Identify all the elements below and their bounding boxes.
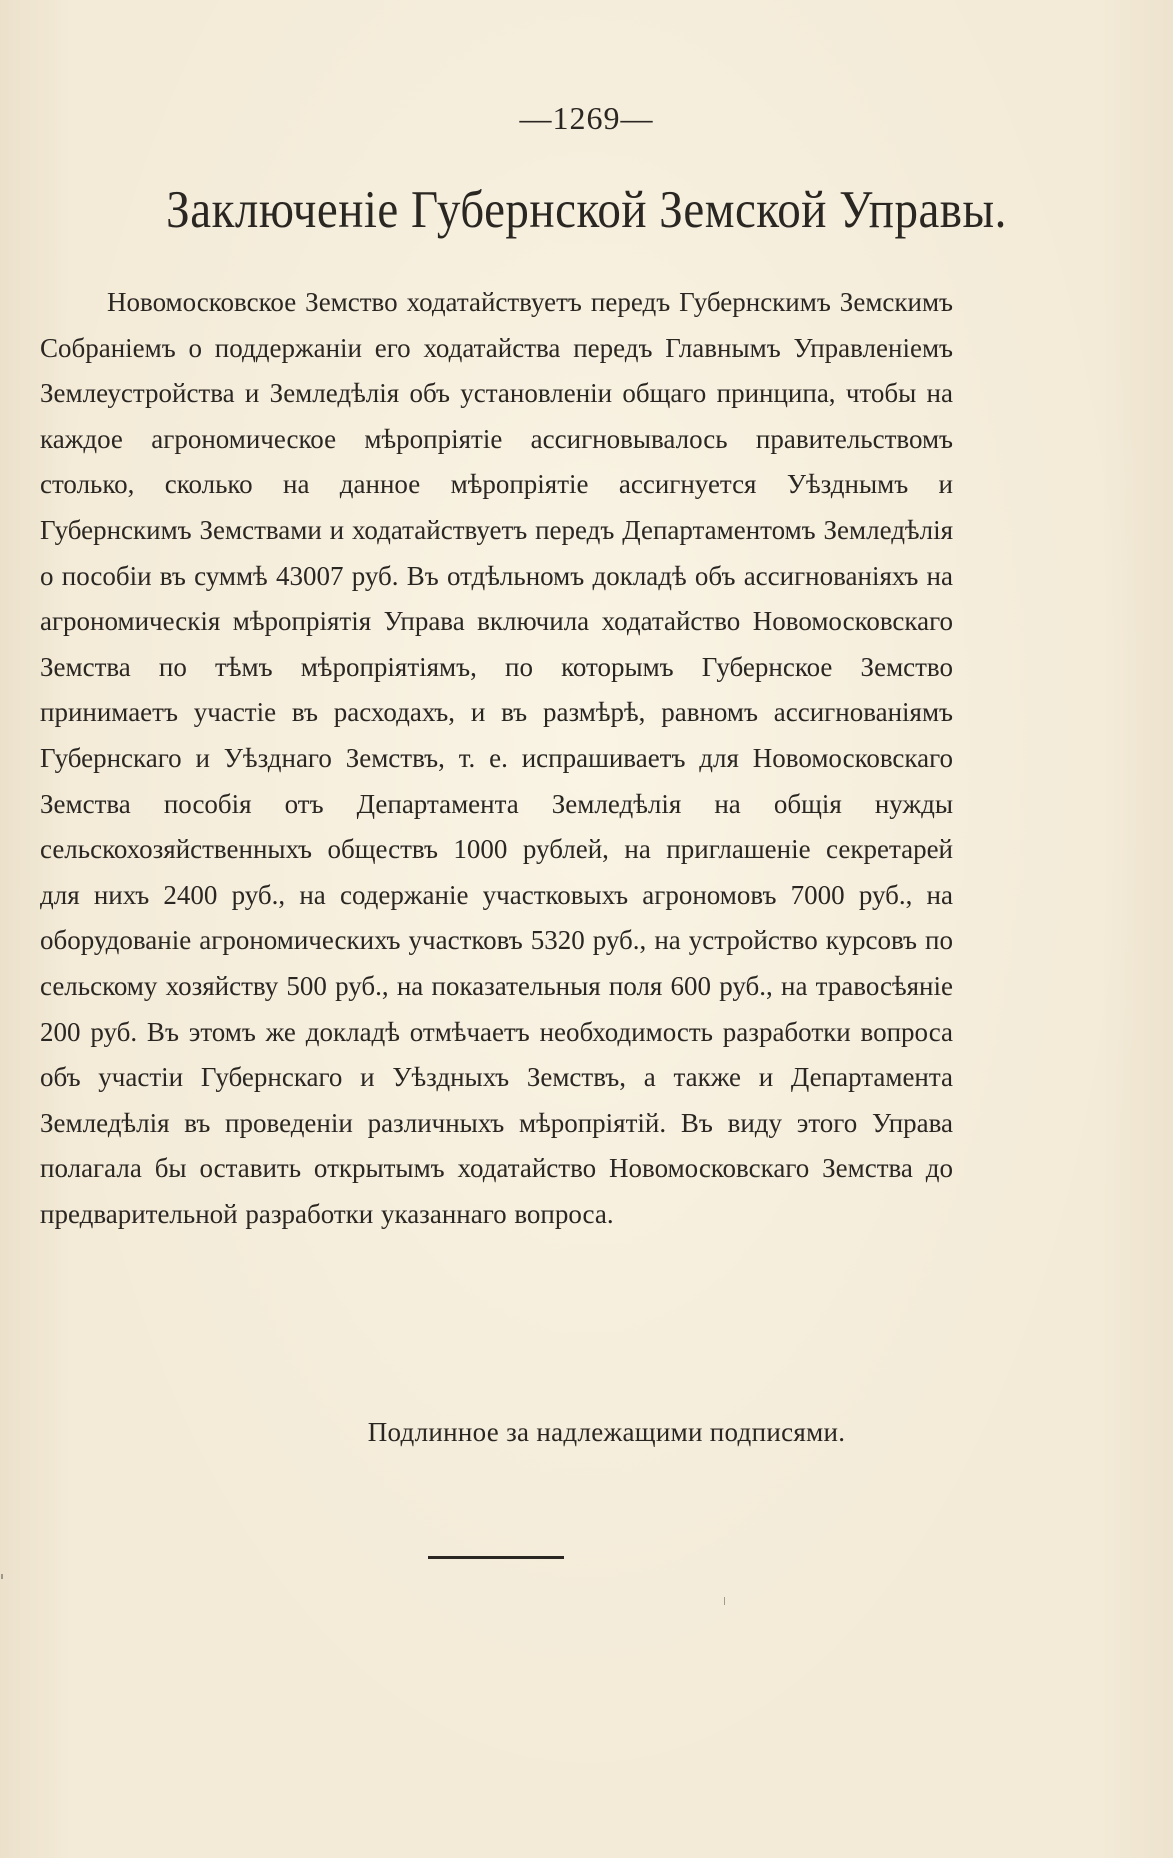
signature-line: Подлинное за надлежащими подписями. [367,1417,846,1447]
document-heading: Заключеніе Губернской Земской Управы. [166,181,1007,240]
closing-rule [428,1556,564,1559]
page-number: —1269— [519,100,654,136]
body-paragraph: Новомосковское Земство ходатайствуетъ передъ Губернскимъ Земскимъ Собраніемъ о поддержаніи его ходатайства передъ Главнымъ Управленіемъ Землеустройства и Земледѣлія объ установленіи общаго принципа, чтобы на каждое агрономическое мѣропріятіе ассигновывалось правительствомъ столько, сколько на данное мѣропріятіе ассигнуется Уѣзднымъ и Губернскимъ Земствами и ходатайствуетъ передъ Департаментомъ Земледѣлія о пособіи въ суммѣ 43007 руб. Въ отдѣльномъ докладѣ объ ассигнованіяхъ на агрономическія мѣропріятія Управа включила ходатайство Новомосковскаго Земства по тѣмъ мѣропріятіямъ, по которымъ Губернское Земство принимаетъ участіе въ расходахъ, и въ размѣрѣ, равномъ ассигнованіямъ Губернскаго и Уѣзднаго Земствъ, т. е. испрашиваетъ для Новомосковскаго Земства пособія отъ Департамента Земледѣлія на общія нужды сельскохозяйственныхъ обществъ 1000 рублей, на приглашеніе секретарей для нихъ 2400 руб., на содержаніе участковыхъ агрономовъ 7000 руб., на оборудованіе агрономическихъ участковъ 5320 руб., на устройство курсовъ по сельскому хозяйству 500 руб., на показательныя поля 600 руб., на травосѣяніе 200 руб. Въ этомъ же докладѣ отмѣчаетъ необходимость разработки вопроса объ участіи Губернскаго и Уѣздныхъ Земствъ, а также и Департамента Земледѣлія въ проведеніи различныхъ мѣропріятій. Въ виду этого Управа полагала бы оставить открытымъ ходатайство Новомосковскаго Земства до предварительной разработки указаннаго вопроса. [40,287,953,1229]
paper-speck [724,1597,725,1605]
paper-speck [1,1574,3,1579]
